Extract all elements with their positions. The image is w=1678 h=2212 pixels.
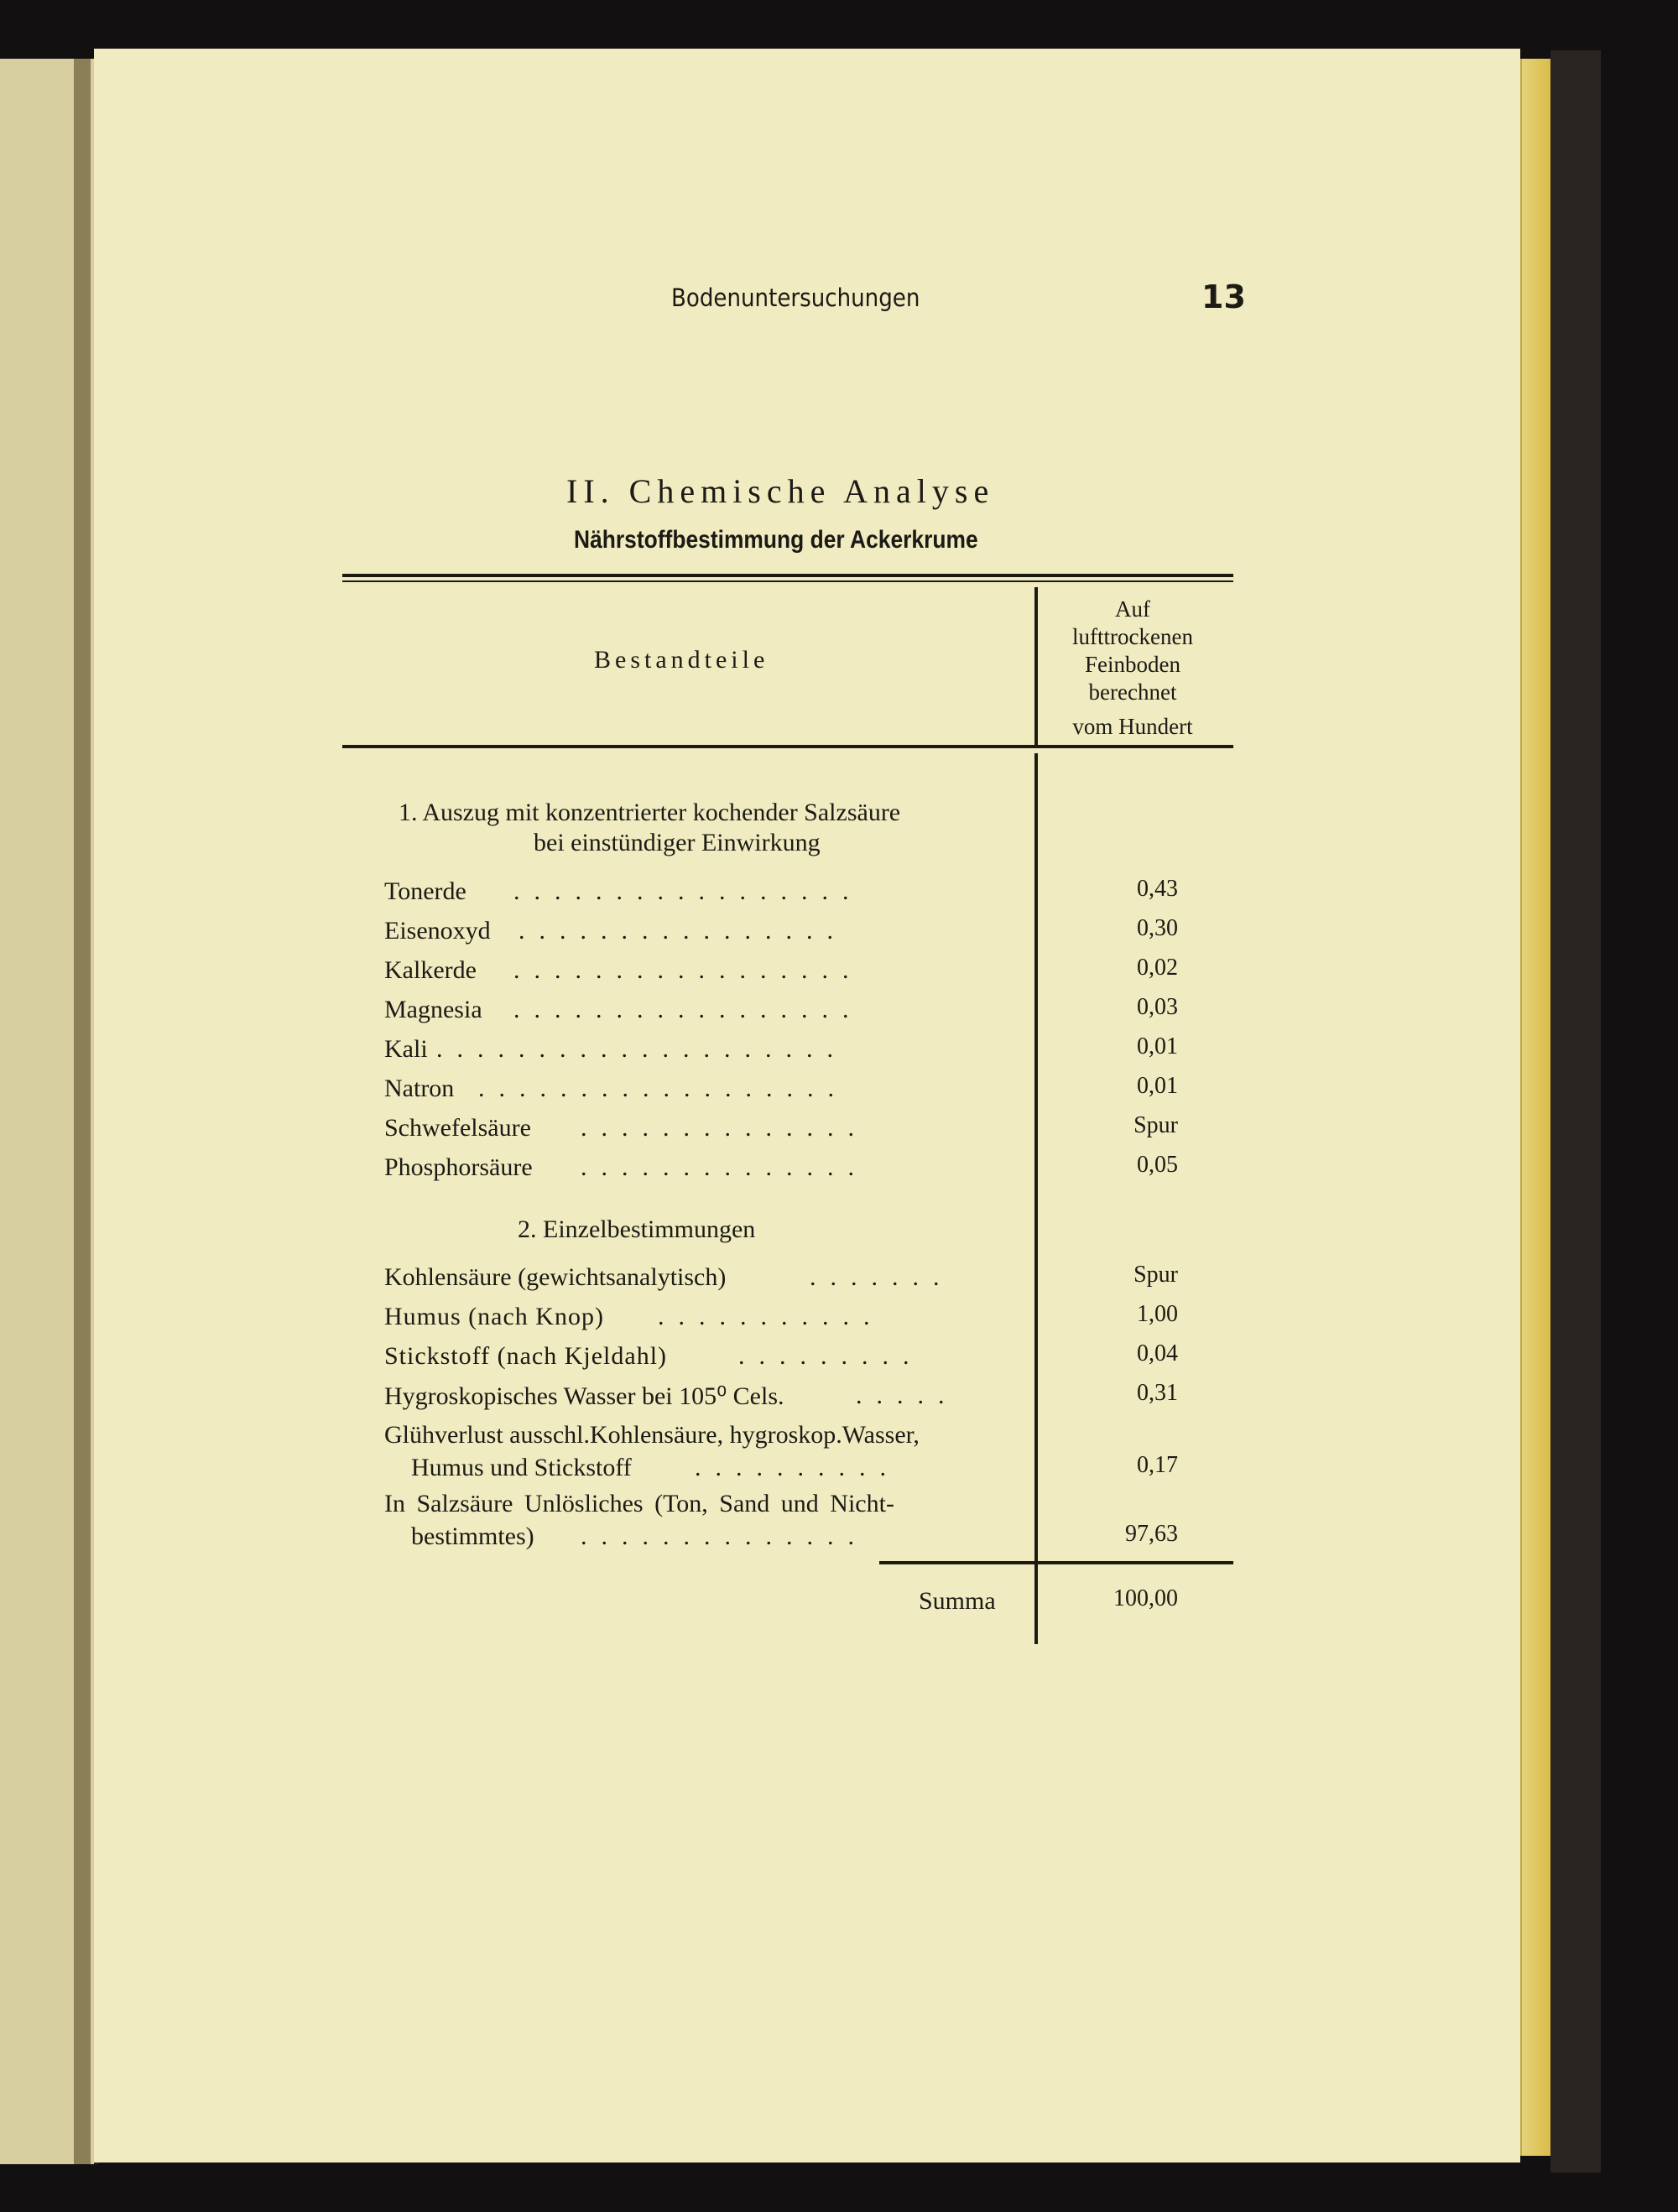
page-title: II. Chemische Analyse <box>566 472 995 510</box>
column-header-bestandteile: Bestandteile <box>594 646 769 674</box>
column-header-line: lufttrockenen <box>1072 624 1193 649</box>
column-divider-body <box>1034 753 1038 1644</box>
table-row-label: Humus (nach Knop) <box>384 1303 604 1330</box>
running-head: Bodenuntersuchungen <box>671 284 920 312</box>
page-number: 13 <box>1201 278 1246 315</box>
leader-dots: ......... <box>738 1342 924 1370</box>
book-page <box>94 49 1520 2163</box>
leader-dots: .......... <box>695 1454 900 1481</box>
table-row-value: 97,63 <box>1125 1521 1178 1547</box>
book-cover <box>1550 50 1601 2173</box>
leader-dots: ................. <box>513 956 863 984</box>
column-header-line: berechnet <box>1088 679 1177 705</box>
table-row-value: 0,01 <box>1137 1033 1178 1059</box>
section-heading: bei einstündiger Einwirkung <box>534 829 821 856</box>
table-row-value: 0,05 <box>1137 1152 1178 1178</box>
table-row-label: Kalkerde <box>384 956 477 984</box>
leader-dots: ........... <box>658 1303 884 1330</box>
table-row-label: Eisenoxyd <box>384 917 491 945</box>
section-heading: 1. Auszug mit konzentrierter kochender Salzsäure <box>399 799 901 826</box>
table-row-label: Phosphorsäure <box>384 1153 533 1181</box>
table-row-label: Kali <box>384 1035 428 1063</box>
table-row-label: bestimmtes) <box>411 1522 534 1550</box>
column-header-value <box>1040 596 1225 741</box>
table-row-label: Stickstoff (nach Kjeldahl) <box>384 1342 668 1370</box>
table-row-label: Kohlensäure (gewichtsanalytisch) <box>384 1263 727 1291</box>
page-stack-edge <box>1520 59 1552 2156</box>
table-row-value: 0,01 <box>1137 1073 1178 1099</box>
sum-rule <box>879 1561 1233 1564</box>
table-row-label: Tonerde <box>384 877 466 905</box>
section-heading: 2. Einzelbestimmungen <box>518 1215 756 1243</box>
leader-dots: .................... <box>436 1035 847 1063</box>
table-row-value: 0,04 <box>1137 1340 1178 1366</box>
table-row-label: Schwefelsäure <box>384 1114 531 1142</box>
table-top-rule-thin <box>342 580 1233 582</box>
table-row-value: 0,31 <box>1137 1380 1178 1406</box>
book-gutter <box>74 59 91 2164</box>
table-row-value: 0,30 <box>1137 915 1178 941</box>
leader-dots: .................. <box>478 1075 848 1102</box>
column-divider-header <box>1034 587 1038 747</box>
table-row-value: Spur <box>1133 1112 1178 1138</box>
leader-dots: .............. <box>581 1153 868 1181</box>
sum-label: Summa <box>919 1587 996 1615</box>
table-row-label: In Salzsäure Unlösliches (Ton, Sand und Nicht- <box>384 1490 894 1517</box>
leader-dots: ................. <box>513 996 863 1023</box>
table-row-value: 0,17 <box>1137 1452 1178 1478</box>
column-header-line: Auf <box>1115 596 1150 622</box>
table-row-value: 1,00 <box>1137 1301 1178 1327</box>
leader-dots: .............. <box>581 1522 868 1550</box>
leader-dots: .............. <box>581 1114 868 1142</box>
leader-dots: ....... <box>810 1263 954 1291</box>
leader-dots: ................ <box>519 917 847 945</box>
leader-dots: ..... <box>856 1382 959 1409</box>
table-row-label: Magnesia <box>384 996 482 1023</box>
table-subtitle: Nährstoffbestimmung der Ackerkrume <box>574 526 978 554</box>
table-row-label: Humus und Stickstoff <box>411 1454 632 1481</box>
sum-value: 100,00 <box>1113 1585 1178 1611</box>
table-row-label: Hygroskopisches Wasser bei 105⁰ Cels. <box>384 1382 784 1410</box>
table-row-value: 0,43 <box>1137 876 1178 902</box>
leader-dots: ................. <box>513 877 863 905</box>
table-top-rule <box>342 574 1233 577</box>
table-row-value: 0,02 <box>1137 955 1178 981</box>
table-row-label: Natron <box>384 1075 455 1102</box>
header-bottom-rule <box>342 745 1233 748</box>
table-row-label: Glühverlust ausschl.Kohlensäure, hygroskop.Wasser, <box>384 1421 920 1449</box>
table-row-value: Spur <box>1133 1262 1178 1288</box>
table-row-value: 0,03 <box>1137 994 1178 1020</box>
column-header-line: Feinboden <box>1085 652 1180 677</box>
column-header-line: vom Hundert <box>1072 714 1193 739</box>
